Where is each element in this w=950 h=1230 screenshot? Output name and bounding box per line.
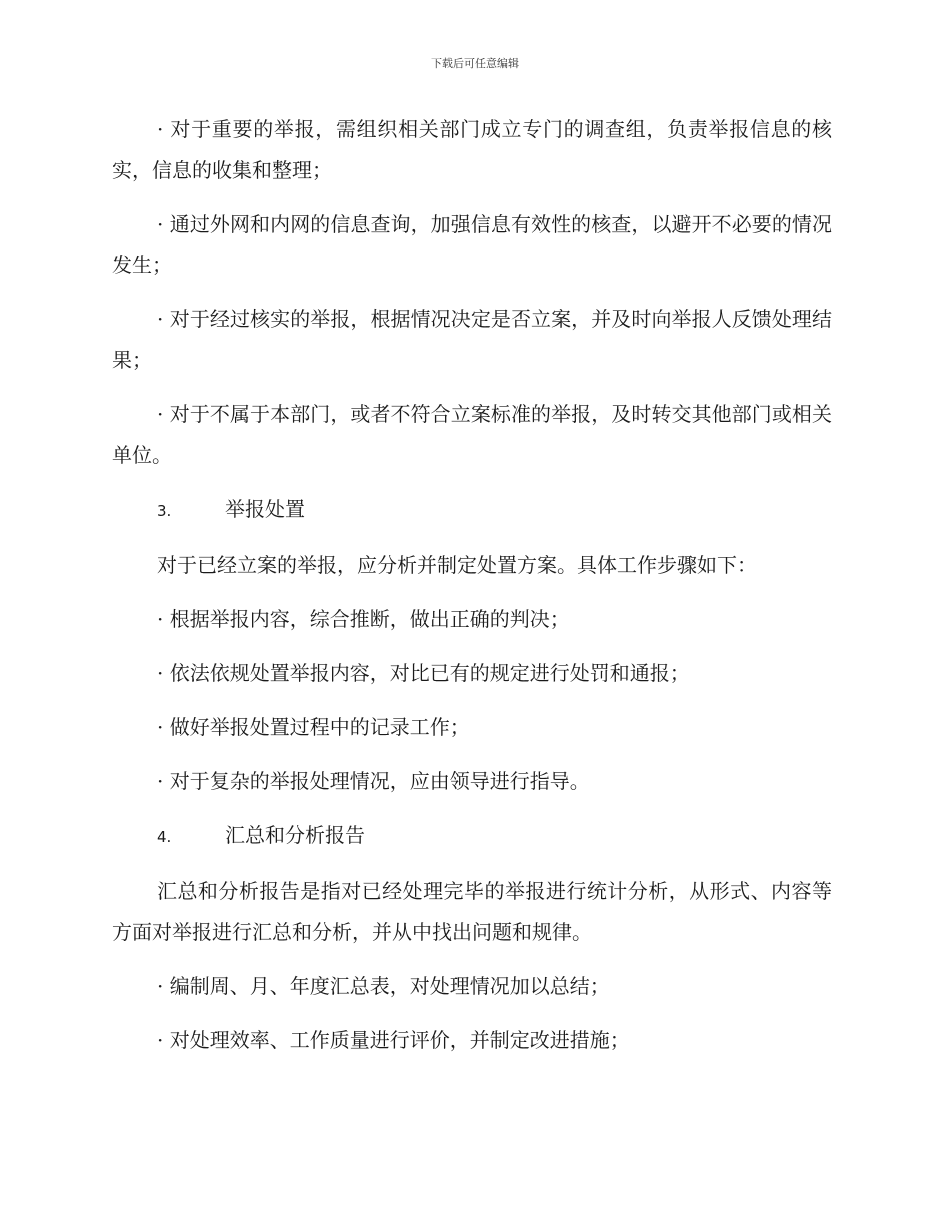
bullet-paragraph: · 做好举报处置过程中的记录工作； bbox=[157, 715, 470, 739]
bullet-paragraph: · 对于复杂的举报处理情况，应由领导进行指导。 bbox=[157, 769, 590, 793]
body-paragraph: 汇总和分析报告是指对已经处理完毕的举报进行统计分析，从形式、内容等方面对举报进行汇总和分析，并从中找出问题和规律。 bbox=[112, 879, 832, 944]
section-number: 4. bbox=[157, 828, 172, 846]
bullet-paragraph: · 对于不属于本部门，或者不符合立案标准的举报，及时转交其他部门或相关单位。 bbox=[112, 402, 832, 467]
bullet-paragraph: · 对于经过核实的举报，根据情况决定是否立案，并及时向举报人反馈处理结果； bbox=[112, 307, 832, 372]
section-title: 汇总和分析报告 bbox=[225, 823, 365, 847]
bullet-paragraph: · 对处理效率、工作质量进行评价，并制定改进措施； bbox=[157, 1028, 630, 1052]
document-body bbox=[112, 109, 832, 1074]
bullet-paragraph: · 通过外网和内网的信息查询，加强信息有效性的核查，以避开不必要的情况发生； bbox=[112, 212, 832, 277]
section-heading bbox=[112, 489, 832, 532]
bullet-paragraph: · 对于重要的举报，需组织相关部门成立专门的调查组，负责举报信息的核实，信息的收集和整理； bbox=[112, 117, 832, 182]
section-number: 3. bbox=[157, 502, 172, 520]
body-paragraph: 对于已经立案的举报，应分析并制定处置方案。具体工作步骤如下： bbox=[157, 553, 757, 577]
bullet-paragraph: · 编制周、月、年度汇总表，对处理情况加以总结； bbox=[157, 974, 610, 998]
page-header: 下载后可任意编辑 bbox=[431, 57, 519, 70]
bullet-paragraph: · 根据举报内容，综合推断，做出正确的判决； bbox=[157, 607, 570, 631]
bullet-paragraph: · 依法依规处置举报内容，对比已有的规定进行处罚和通报； bbox=[157, 661, 690, 685]
section-title: 举报处置 bbox=[225, 497, 305, 521]
section-heading bbox=[112, 815, 832, 858]
